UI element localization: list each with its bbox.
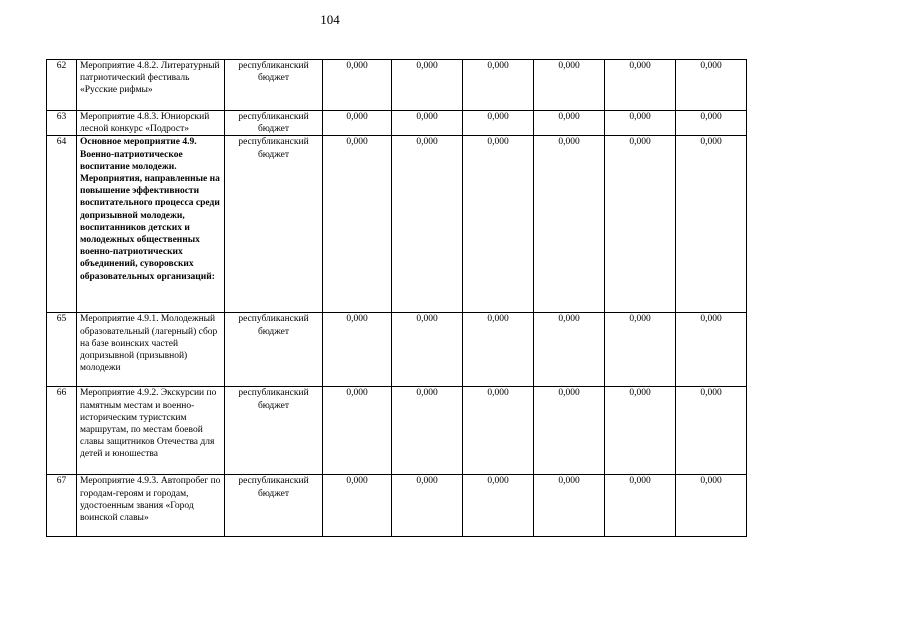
- value-cell: 0,000: [605, 136, 676, 313]
- value-cell: 0,000: [323, 387, 392, 475]
- value-cell: 0,000: [463, 111, 534, 136]
- row-number: 62: [47, 60, 77, 111]
- value-cell: 0,000: [463, 475, 534, 537]
- value-cell: 0,000: [605, 475, 676, 537]
- value-cell: 0,000: [534, 136, 605, 313]
- funding-source: республиканский бюджет: [225, 387, 323, 475]
- value-cell: 0,000: [463, 136, 534, 313]
- value-cell: 0,000: [605, 313, 676, 387]
- funding-source: республиканский бюджет: [225, 111, 323, 136]
- event-name: Основное мероприятие 4.9. Военно-патриотическое воспитание молодежи. Мероприятия, направленные на повышение эффективности воспитательного процесса среди допризывной молодежи, воспитанников детских и молодежных общественных военно-патриотических объединений, суворовских образовательных организаций:: [77, 136, 225, 313]
- value-cell: 0,000: [605, 111, 676, 136]
- value-cell: 0,000: [392, 136, 463, 313]
- table-row: [47, 387, 747, 475]
- value-cell: 0,000: [605, 387, 676, 475]
- funding-source: республиканский бюджет: [225, 60, 323, 111]
- value-cell: 0,000: [676, 60, 747, 111]
- value-cell: 0,000: [676, 313, 747, 387]
- value-cell: 0,000: [676, 475, 747, 537]
- table-row: [47, 60, 747, 111]
- value-cell: 0,000: [463, 313, 534, 387]
- row-number: 66: [47, 387, 77, 475]
- event-name: Мероприятие 4.8.3. Юниорский лесной конкурс «Подрост»: [77, 111, 225, 136]
- event-name: Мероприятие 4.9.3. Автопробег по городам-героям и городам, удостоенным звания «Город воинской славы»: [77, 475, 225, 537]
- value-cell: 0,000: [392, 387, 463, 475]
- value-cell: 0,000: [676, 387, 747, 475]
- value-cell: 0,000: [323, 136, 392, 313]
- row-number: 64: [47, 136, 77, 313]
- table-row: [47, 313, 747, 387]
- value-cell: 0,000: [323, 60, 392, 111]
- value-cell: 0,000: [534, 60, 605, 111]
- value-cell: 0,000: [534, 475, 605, 537]
- value-cell: 0,000: [392, 60, 463, 111]
- value-cell: 0,000: [392, 475, 463, 537]
- value-cell: 0,000: [605, 60, 676, 111]
- funding-source: республиканский бюджет: [225, 313, 323, 387]
- value-cell: 0,000: [323, 111, 392, 136]
- table-row: [47, 111, 747, 136]
- event-name: Мероприятие 4.9.2. Экскурсии по памятным местам и военно-историческим туристским маршрутам, по местам боевой славы защитников Отечества для детей и юношества: [77, 387, 225, 475]
- value-cell: 0,000: [323, 313, 392, 387]
- value-cell: 0,000: [534, 111, 605, 136]
- row-number: 65: [47, 313, 77, 387]
- value-cell: 0,000: [463, 60, 534, 111]
- value-cell: 0,000: [676, 111, 747, 136]
- value-cell: 0,000: [534, 313, 605, 387]
- value-cell: 0,000: [676, 136, 747, 313]
- table-row: [47, 136, 747, 313]
- value-cell: 0,000: [323, 475, 392, 537]
- event-name: Мероприятие 4.8.2. Литературный патриотический фестиваль «Русские рифмы»: [77, 60, 225, 111]
- table-row: [47, 475, 747, 537]
- row-number: 67: [47, 475, 77, 537]
- budget-table: [46, 59, 747, 537]
- row-number: 63: [47, 111, 77, 136]
- page-number: 104: [320, 12, 340, 27]
- value-cell: 0,000: [534, 387, 605, 475]
- funding-source: республиканский бюджет: [225, 136, 323, 313]
- funding-source: республиканский бюджет: [225, 475, 323, 537]
- value-cell: 0,000: [392, 313, 463, 387]
- event-name: Мероприятие 4.9.1. Молодежный образовательный (лагерный) сбор на базе воинских частей допризывной (призывной) молодежи: [77, 313, 225, 387]
- value-cell: 0,000: [392, 111, 463, 136]
- value-cell: 0,000: [463, 387, 534, 475]
